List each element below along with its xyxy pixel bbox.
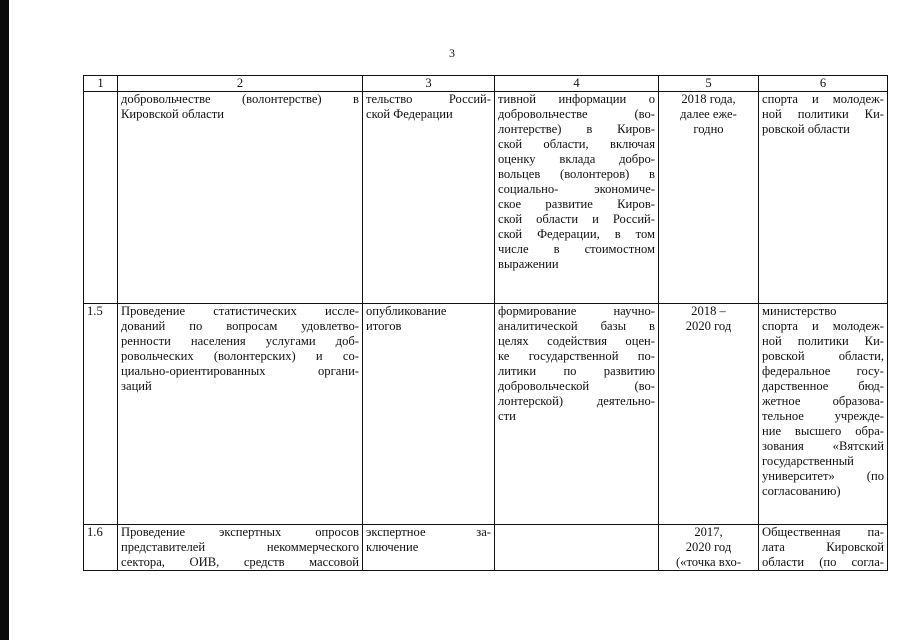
header-cell: 4 [495,76,659,92]
cell-goal: формирование научно- аналитической базы в целях содействия оцен- ке государственной по- литики по развитию добровольческой (во- лонтерской) деятельно- сти [495,304,659,525]
cell-result: опубликование итогов [363,304,495,525]
page-number: 3 [449,46,455,60]
header-cell: 1 [84,76,118,92]
cell-goal: тивной информации о добровольчестве (во- лонтерстве) в Киров- ской области, включая оценку вклада добро- вольцев (волонтеров) в социально- экономиче- ское развитие Киров- ской области и Россий- ской Федерации, в том числе в стоимостном выражении [495,92,659,304]
row-number: 1.6 [84,525,118,571]
header-cell: 5 [659,76,759,92]
row-number [84,92,118,304]
cell-responsible: спорта и молодеж- ной политики Ки- ровской области [759,92,888,304]
table-header-row [84,76,888,92]
header-cell: 2 [118,76,363,92]
cell-responsible: министерство спорта и молодеж- ной политики Ки- ровской области, федеральное госу- дарственное бюд- жетное образова- тельное учрежде- ние высшего обра- зования «Вятский государственный университет» (по согласованию) [759,304,888,525]
header-cell: 3 [363,76,495,92]
cell-result: экспертное за- ключение [363,525,495,571]
table-row [84,92,888,304]
scan-edge-shadow [0,0,9,640]
table-row [84,525,888,571]
row-number: 1.5 [84,304,118,525]
header-cell: 6 [759,76,888,92]
cell-result: тельство Россий- ской Федерации [363,92,495,304]
cell-goal [495,525,659,571]
table-row [84,304,888,525]
cell-deadline: 2018 – 2020 год [659,304,759,525]
cell-event: Проведение статистических иссле- дований по вопросам удовлетво- ренности населения услугами доб- ровольческих (волонтерских) и со- циально-ориентированных органи- заций [118,304,363,525]
cell-deadline: 2017, 2020 год («точка вхо- [659,525,759,571]
cell-deadline: 2018 года, далее еже- годно [659,92,759,304]
cell-event: Проведение экспертных опросов представителей некоммерческого сектора, ОИВ, средств массовой [118,525,363,571]
plan-table [83,75,888,571]
cell-responsible: Общественная па- лата Кировской области (по согла- [759,525,888,571]
cell-event: добровольчестве (волонтерстве) в Кировской области [118,92,363,304]
